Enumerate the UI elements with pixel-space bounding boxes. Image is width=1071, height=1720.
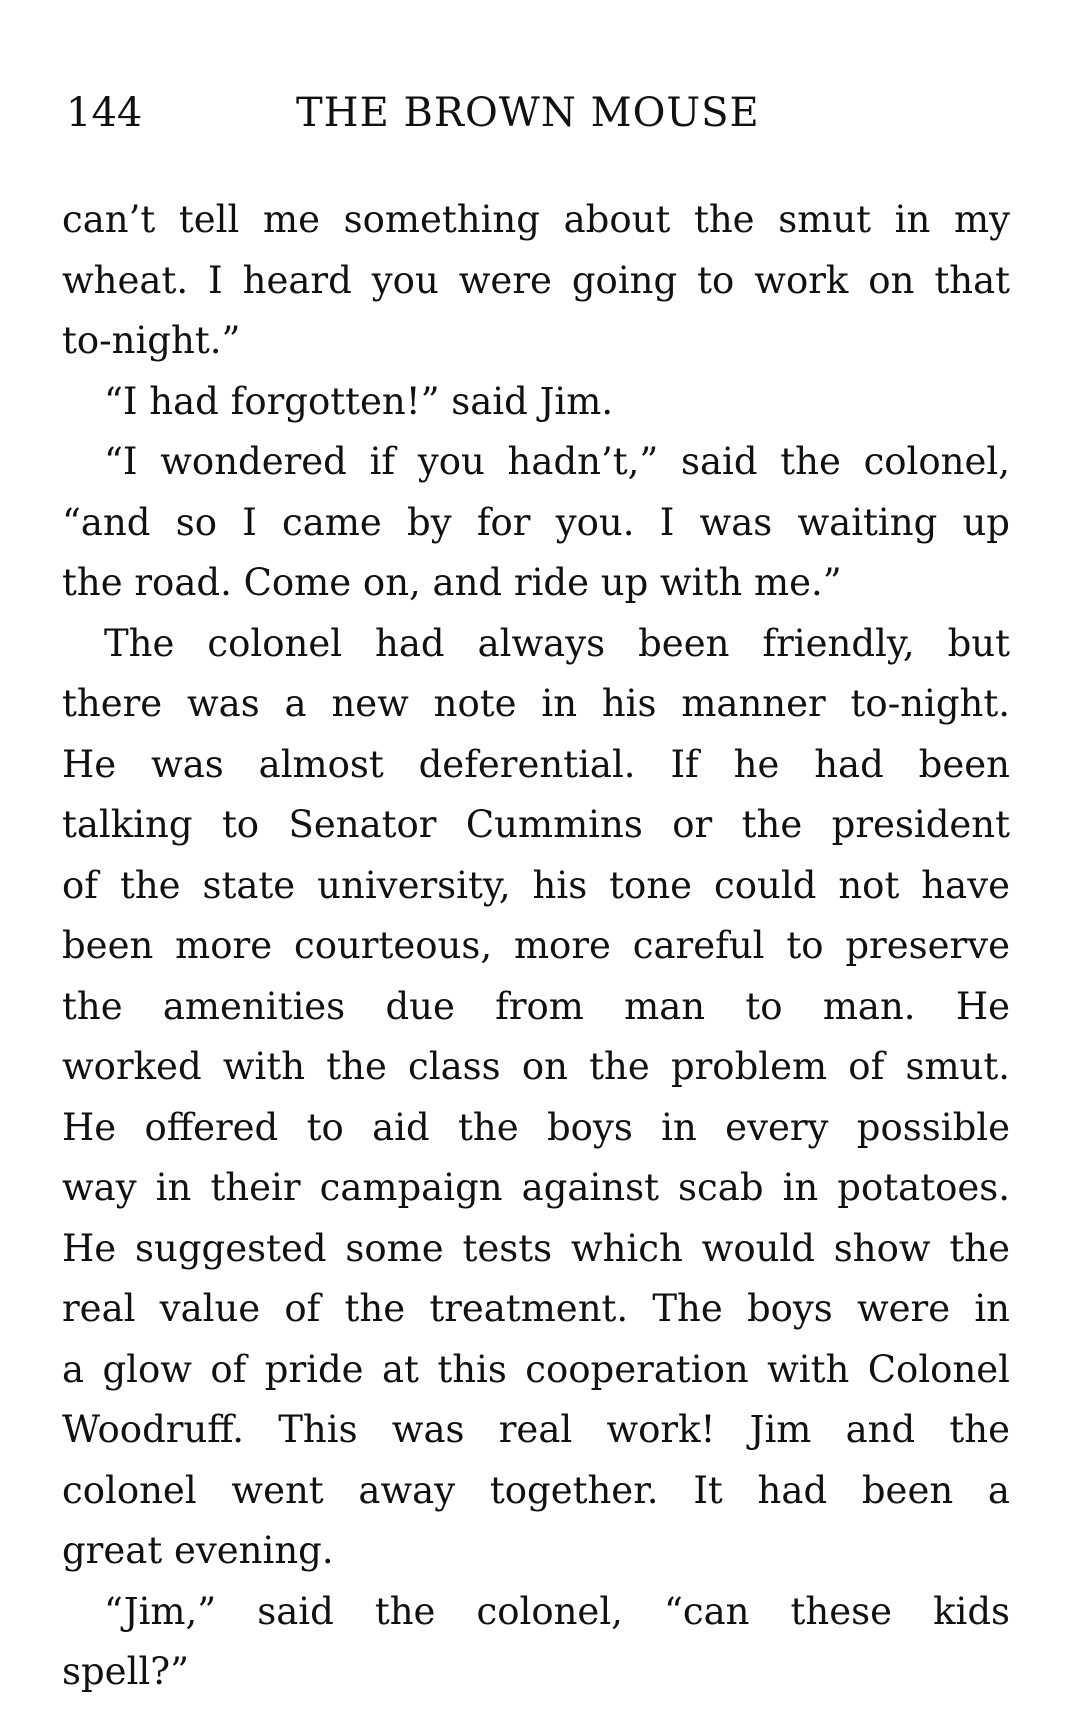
text-line: “and so I came by for you. I was waiting up	[62, 500, 1010, 544]
text-line: been more courteous, more careful to preserve	[62, 924, 1010, 967]
text-line: worked with the class on the problem of smut.	[62, 1045, 1010, 1088]
text-line: spell?”	[62, 1650, 189, 1693]
text-line: a glow of pride at this cooperation with Colonel	[62, 1347, 1010, 1391]
text-line: wheat. I heard you were going to work on that	[62, 258, 1010, 302]
text-line: Woodruff. This was real work! Jim and the	[62, 1408, 1010, 1451]
book-title: THE BROWN MOUSE	[296, 90, 760, 136]
text-line: “Jim,” said the colonel, “can these kids	[104, 1589, 1010, 1633]
text-line: real value of the treatment. The boys were in	[62, 1287, 1010, 1330]
text-line: great evening.	[62, 1529, 334, 1572]
text-line: there was a new note in his manner to-night.	[62, 682, 1010, 725]
text-line: He suggested some tests which would show the	[62, 1226, 1010, 1270]
page-number: 144	[66, 90, 143, 136]
text-line: the road. Come on, and ride up with me.”	[62, 561, 842, 604]
text-line: colonel went away together. It had been a	[62, 1468, 1010, 1512]
text-line: He was almost deferential. If he had been	[62, 742, 1010, 786]
text-line: “I wondered if you hadn’t,” said the colonel,	[104, 440, 1010, 483]
text-line: can’t tell me something about the smut in my	[62, 198, 1010, 241]
body-text	[62, 190, 1010, 1703]
running-head	[66, 88, 786, 138]
text-line: He offered to aid the boys in every possible	[62, 1105, 1010, 1149]
text-line: to-night.”	[62, 319, 241, 362]
text-line: way in their campaign against scab in potatoes.	[62, 1166, 1010, 1209]
text-line: “I had forgotten!” said Jim.	[104, 379, 614, 423]
text-line: The colonel had always been friendly, but	[104, 621, 1010, 665]
text-line: of the state university, his tone could not have	[62, 863, 1010, 907]
text-line: the amenities due from man to man. He	[62, 984, 1010, 1028]
text-line: talking to Senator Cummins or the president	[62, 803, 1010, 846]
